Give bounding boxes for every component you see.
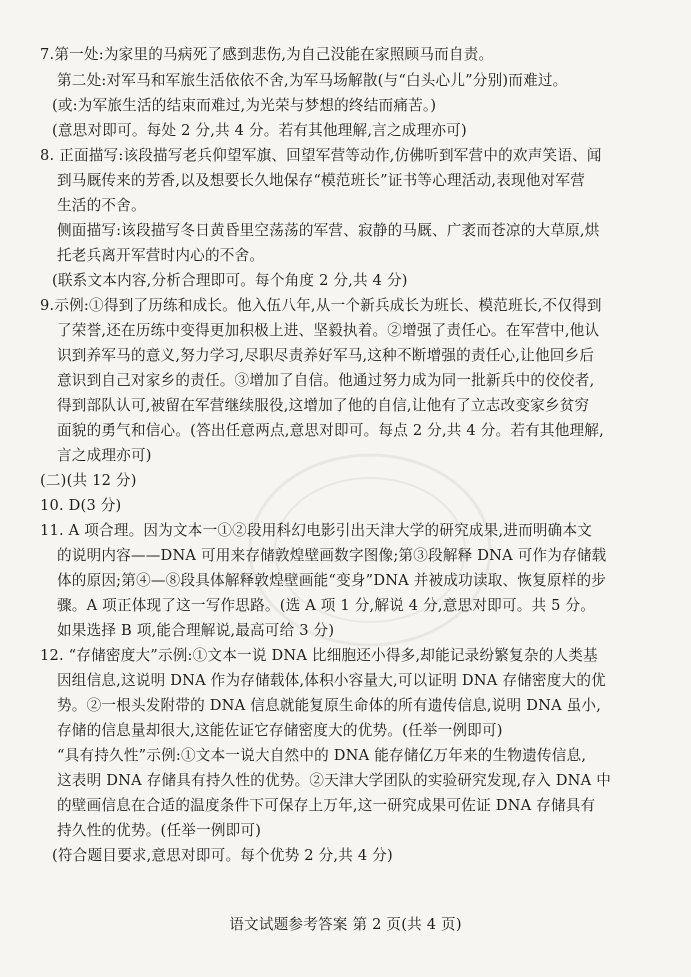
q9-line-1: 9.示例:①得到了历练和成长。他入伍八年,从一个新兵成长为班长、模范班长,不仅得到	[40, 297, 602, 314]
q12-line-8: 持久性的优势。(任举一例即可)	[57, 822, 262, 839]
q7-line-3: (或:为军旅生活的结束而难过,为光荣与梦想的终结而痛苦。)	[52, 97, 437, 114]
q9-line-5: 得到部队认可,被留在军营继续服役,这增加了他的自信,让他有了立志改变家乡贫穷	[57, 397, 590, 414]
q10-answer: 10. D(3 分)	[40, 497, 122, 514]
q8-line-3: 生活的不舍。	[57, 197, 146, 214]
q9-line-4: 意识到自己对家乡的责任。③增加了自信。他通过努力成为同一批新兵中的佼佼者,	[57, 372, 595, 389]
q8-line-1: 8. 正面描写:该段描写老兵仰望军旗、回望军营等动作,仿佛听到军营中的欢声笑语、闻	[40, 147, 602, 164]
q12-line-2: 因组信息,这说明 DNA 作为存储载体,体积小容量大,可以证明 DNA 存储密度大的优	[57, 672, 606, 689]
q11-line-3: 体的原因;第④—⑧段具体解释敦煌壁画能“变身”DNA 并被成功读取、恢复原样的步	[57, 572, 607, 589]
q12-line-3: 势。②一根头发附带的 DNA 信息就能复原生命体的所有遗传信息,说明 DNA 虽小,	[57, 697, 602, 714]
q11-line-5: 如果选择 B 项,能合理解说,最高可给 3 分)	[57, 622, 335, 639]
q12-line-1: 12. “存储密度大”示例:①文本一说 DNA 比细胞还小得多,却能记录纷繁复杂的人类基	[40, 647, 598, 664]
q9-line-7: 言之成理亦可)	[57, 447, 152, 464]
q11-line-4: 骤。A 项正体现了这一写作思路。(选 A 项 1 分,解说 4 分,意思对即可。共 5 分。	[57, 597, 596, 614]
q7-line-2: 第二处:对军马和军旅生活依依不舍,为军马场解散(与“白头心儿”分别)而难过。	[57, 72, 568, 89]
page-footer: 语文试题参考答案 第 2 页(共 4 页)	[229, 916, 462, 933]
q12-line-5: “具有持久性”示例:①文本一说大自然中的 DNA 能存储亿万年来的生物遗传信息,	[57, 747, 587, 764]
q12-line-6: 这表明 DNA 存储具有持久性的优势。②天津大学团队的实验研究发现,存入 DNA 中	[57, 772, 612, 789]
q9-line-6: 面貌的勇气和信心。(答出任意两点,意思对即可。每点 2 分,共 4 分。若有其他理解,	[57, 422, 604, 439]
q7-scoring: (意思对即可。每处 2 分,共 4 分。若有其他理解,言之成理亦可)	[52, 122, 467, 139]
section-two-heading: (二)(共 12 分)	[40, 472, 137, 489]
q11-line-2: 的说明内容——DNA 可用来存储敦煌壁画数字图像;第③段解释 DNA 可作为存储载	[57, 547, 607, 564]
q9-line-2: 了荣誉,还在历练中变得更加积极上进、坚毅执着。②增强了责任心。在军营中,他认	[57, 322, 600, 339]
q9-line-3: 识到养军马的意义,努力学习,尽职尽责养好军马,这种不断增强的责任心,让他回乡后	[57, 347, 595, 364]
q8-line-5: 托老兵离开军营时内心的不舍。	[57, 247, 265, 264]
q12-line-7: 的壁画信息在合适的温度条件下可保存上万年,这一研究成果可佐证 DNA 存储具有	[57, 797, 596, 814]
q8-line-2: 到马厩传来的芳香,以及想要长久地保存“模范班长”证书等心理活动,表现他对军营	[57, 172, 585, 189]
q11-line-1: 11. A 项合理。因为文本一①②段用科幻电影引出天津大学的研究成果,进而明确本文	[40, 522, 593, 539]
q8-scoring: (联系文本内容,分析合理即可。每个角度 2 分,共 4 分)	[52, 272, 408, 289]
q8-line-4: 侧面描写:该段描写冬日黄昏里空荡荡的军营、寂静的马厩、广袤而苍凉的大草原,烘	[57, 222, 600, 239]
q7-line-1: 7.第一处:为家里的马病死了感到悲伤,为自己没能在家照顾马而自责。	[40, 46, 494, 63]
q12-line-4: 存储的信息量却很大,这能佐证它存储密度大的优势。(任举一例即可)	[57, 722, 503, 739]
q12-scoring: (符合题目要求,意思对即可。每个优势 2 分,共 4 分)	[52, 847, 393, 864]
